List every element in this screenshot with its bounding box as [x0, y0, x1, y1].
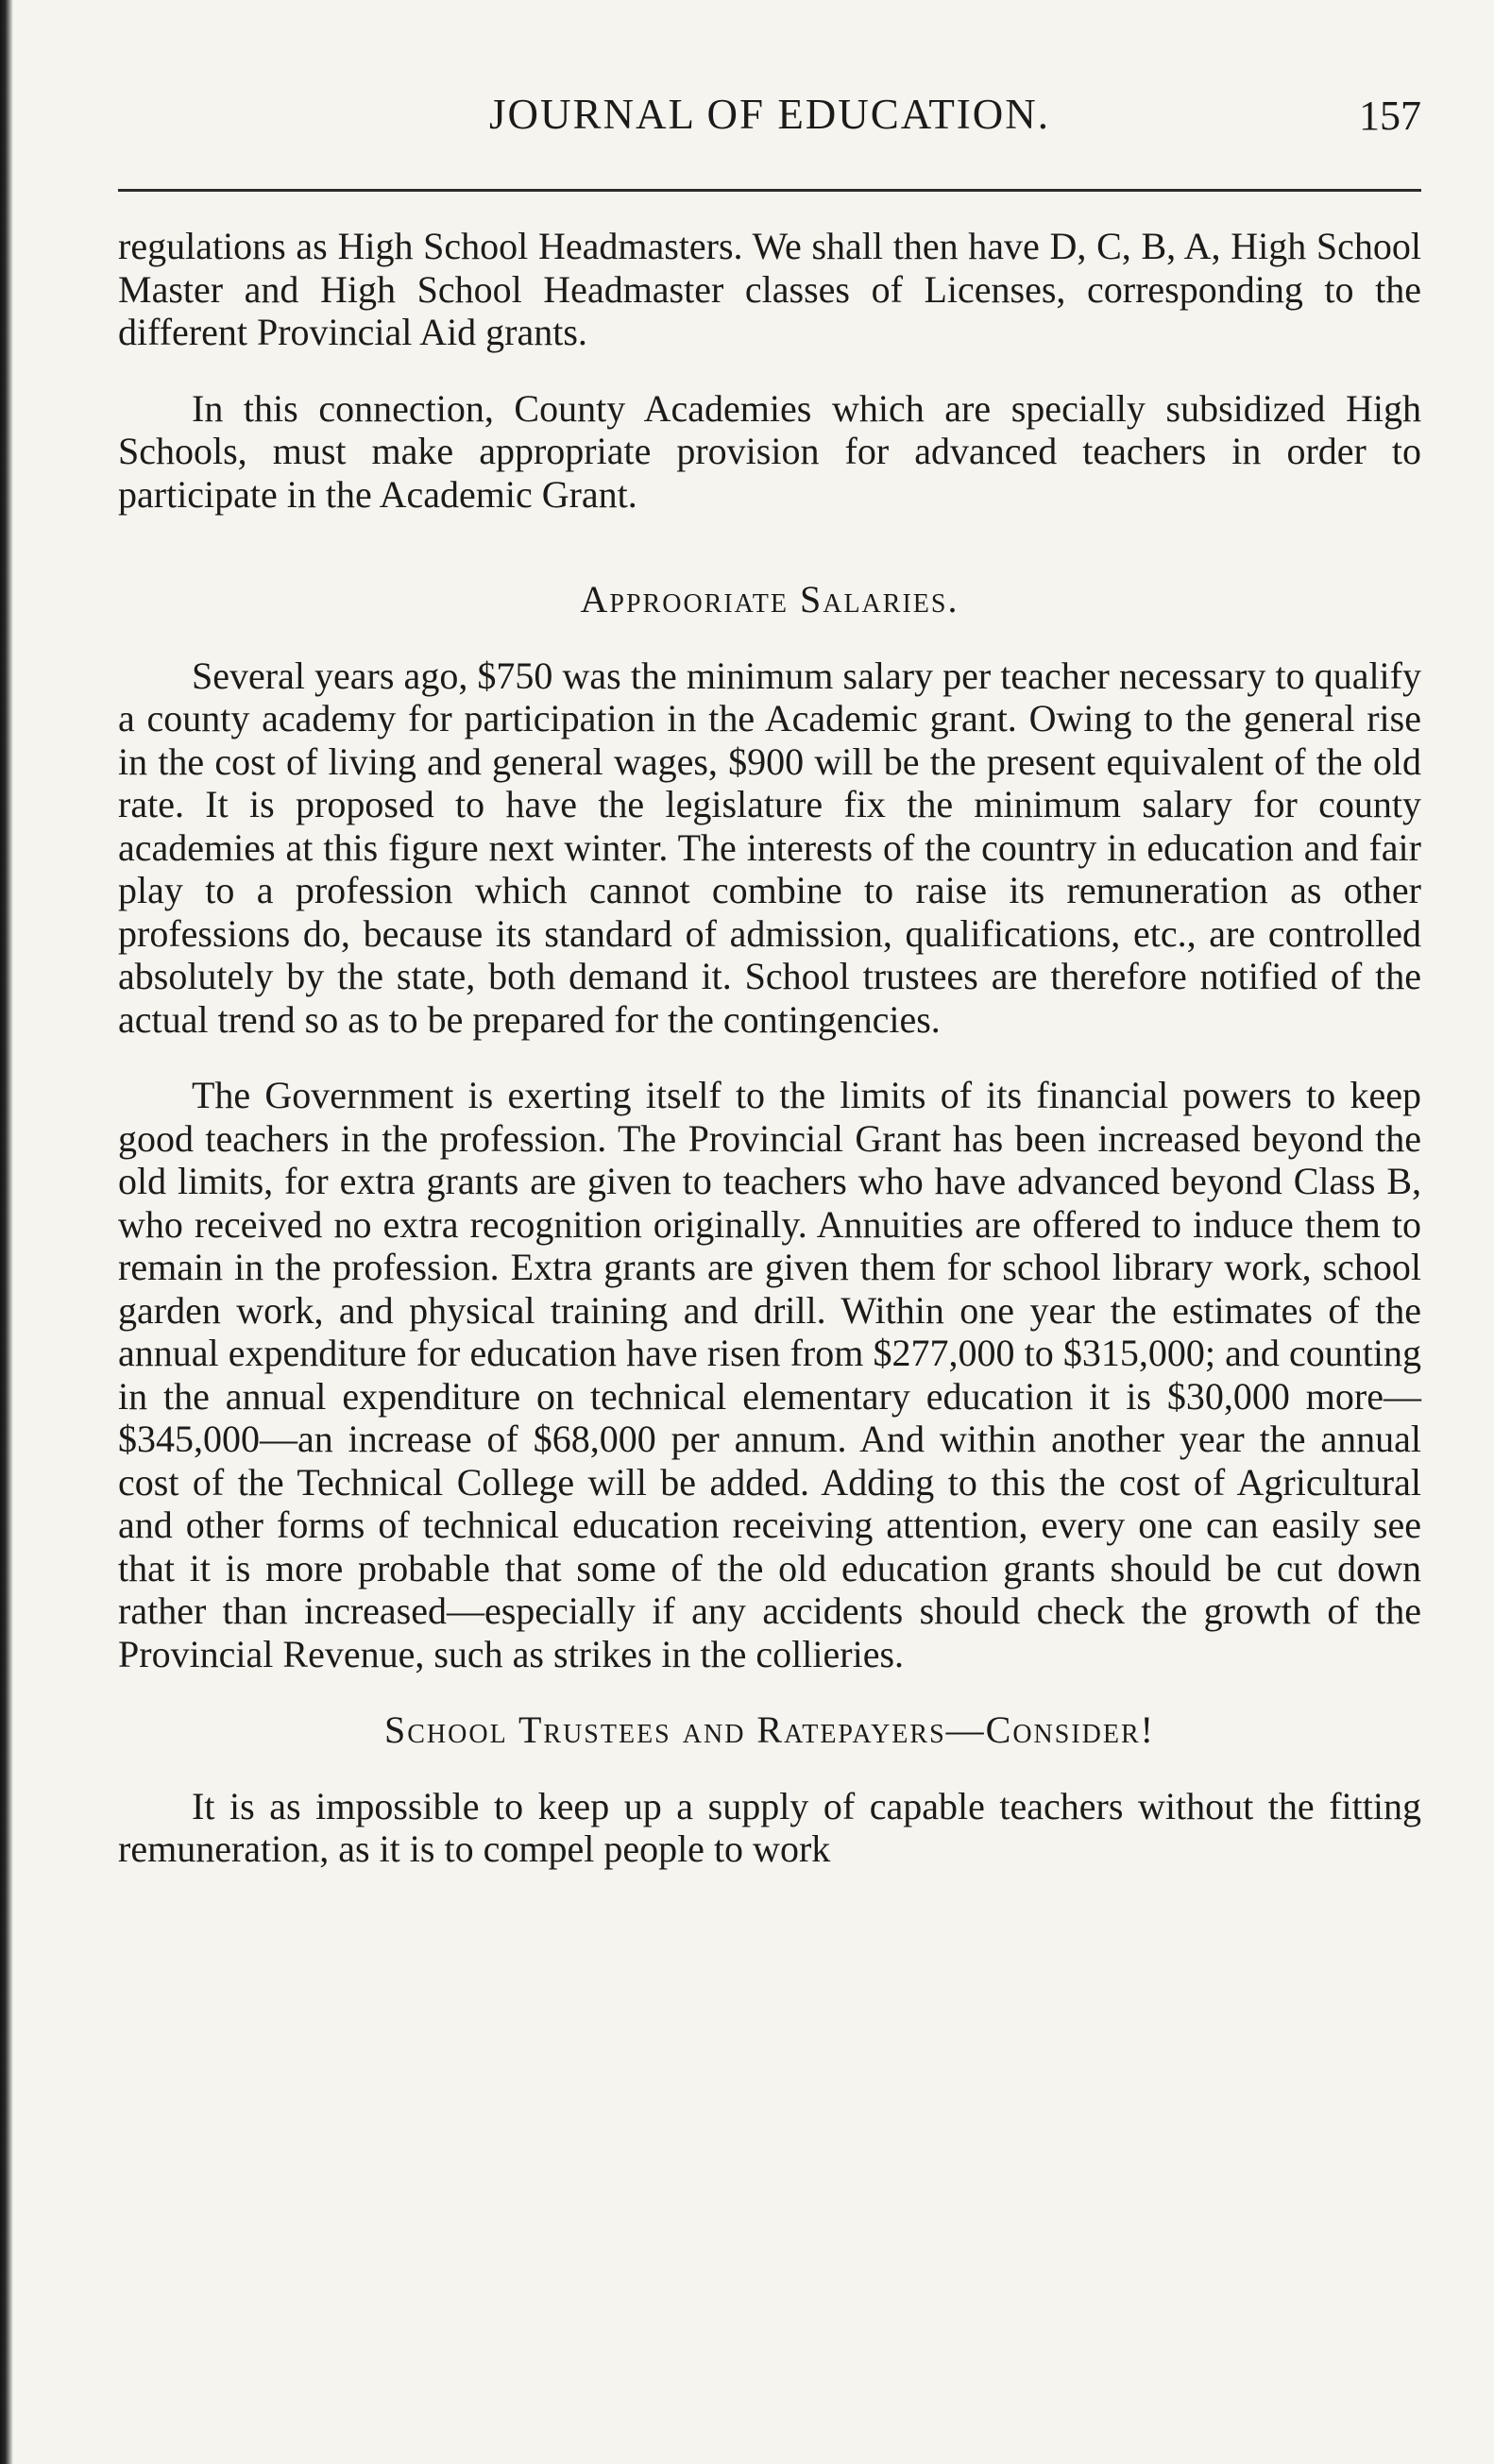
running-title: JOURNAL OF EDUCATION. — [488, 91, 1051, 138]
section-gap — [118, 516, 1421, 578]
paragraph-gap — [118, 621, 1421, 654]
paragraph-gap — [118, 1041, 1421, 1074]
header-rule — [118, 189, 1421, 192]
paragraph-gap — [118, 1752, 1421, 1785]
page-spine-shadow — [0, 0, 13, 2464]
book-page — [118, 0, 1421, 2464]
section-heading-trustees: School Trustees and Ratepayers—Consider! — [384, 1708, 1155, 1751]
paragraph-4: The Government is exerting itself to the limits of its financial powers to keep good teachers in the profession. The Provincial Grant has been increased beyond the old limits, for extra grants are given to teachers who have advanced beyond Class B, who received no extra recognition originally. Annuities are offered to induce them to remain in the profession. Extra grants are given them for school library work, school garden work, and physical training and drill. Within one year the estimates of the annual expenditure for education have risen from $277,000 to $315,000; and counting in the annual expenditure on technical elementary education it is $30,000 more—$345,000—an increase of $68,000 per annum. And within another year the annual cost of the Technical College will be added. Adding to this the cost of Agricultural and other forms of technical education receiving attention, every one can easily see that it is more probable that some of the old education grants should be cut down rather than increased—especially if any accidents should check the growth of the Provincial Revenue, such as strikes in the collieries. — [118, 1074, 1421, 1675]
paragraph-1: regulations as High School Headmasters. We shall then have D, C, B, A, High School Master and High School Headmaster classes of Licenses, corresponding to the different Provincial Aid grants. — [118, 225, 1421, 353]
page-number: 157 — [1359, 93, 1421, 139]
section-heading-salaries: Approoriate Salaries. — [580, 578, 959, 620]
paragraph-gap — [118, 354, 1421, 387]
body-text — [118, 225, 1421, 1871]
paragraph-2: In this connection, County Academies which are specially subsidized High Schools, must make appropriate provision for advanced teachers in order to participate in the Academic Grant. — [118, 386, 1421, 516]
paragraph-3: Several years ago, $750 was the minimum salary per teacher necessary to qualify a county academy for participation in the Academic grant. Owing to the general rise in the cost of living and general wages, $900 will be the present equivalent of the old rate. It is proposed to have the legislature fix the minimum salary for county academies at this figure next winter. The interests of the country in education and fair play to a profession which cannot combine to raise its remuneration as other professions do, because its standard of admission, qualifications, etc., are controlled absolutely by the state, both demand it. School trustees are therefore notified of the actual trend so as to be prepared for the contingencies. — [118, 654, 1421, 1041]
paragraph-5: It is as impossible to keep up a supply of capable teachers without the fitting remuneration, as it is to compel people to work — [118, 1784, 1421, 1870]
page-header — [118, 90, 1421, 156]
paragraph-gap — [118, 1675, 1421, 1708]
